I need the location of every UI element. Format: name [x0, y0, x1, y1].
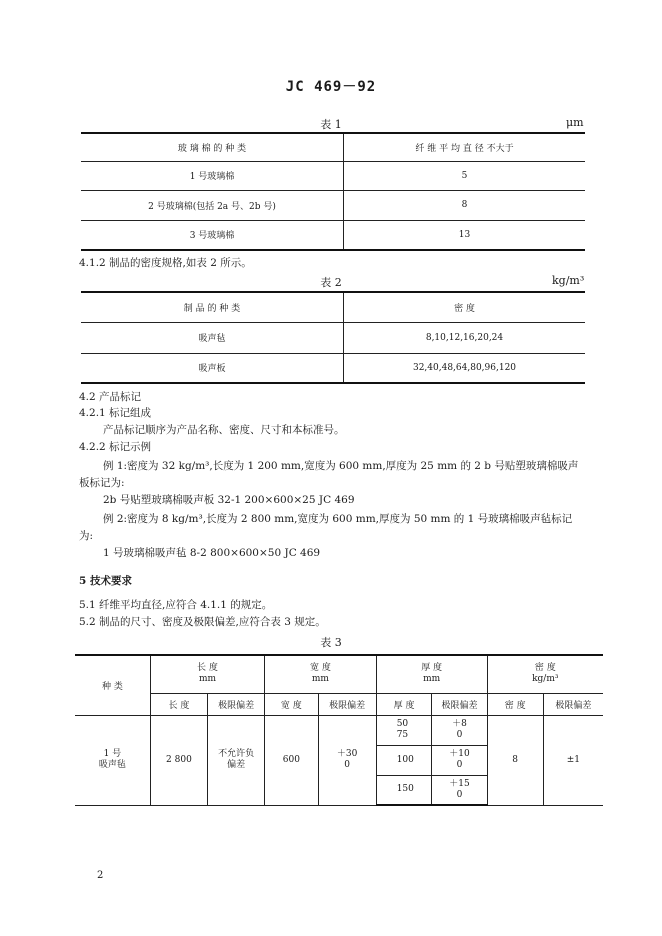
table1-unit: μm [566, 116, 584, 129]
table1 [81, 132, 585, 251]
table1-cell: 5 [344, 161, 586, 190]
table3-head-density [487, 655, 603, 693]
table3-width-dev-line: 0 [344, 760, 350, 770]
table3-width-dev-cell [318, 715, 376, 805]
section-4-2-1-heading: 4.2.1 标记组成 [79, 407, 152, 419]
table3-thickness-dev-cell [432, 745, 487, 775]
table3-type-cell [75, 715, 150, 805]
table1-cell: 3 号玻璃棉 [81, 220, 344, 250]
table2-cell: 32,40,48,64,80,96,120 [344, 353, 586, 383]
table1-cell: 13 [344, 220, 586, 250]
table2-unit: kg/m³ [552, 274, 585, 287]
table2-cell: 吸声板 [81, 353, 344, 383]
table2-cell: 吸声毡 [81, 322, 344, 353]
example1-mark: 2b 号贴塑玻璃棉吸声板 32-1 200×600×25 JC 469 [103, 494, 355, 506]
table2-head-type: 制 品 的 种 类 [81, 292, 344, 322]
table2-cell: 8,10,12,16,20,24 [344, 322, 586, 353]
section-5-1: 5.1 纤维平均直径,应符合 4.1.1 的规定。 [79, 599, 273, 611]
table3-thickness-line: 75 [396, 730, 409, 740]
table3-type-line: 吸声毡 [98, 760, 126, 770]
section-5-2: 5.2 制品的尺寸、密度及极限偏差,应符合表 3 规定。 [79, 616, 326, 628]
table1-head-diameter: 纤 维 平 均 直 径 不大于 [344, 133, 586, 161]
table3-group-name: 厚 度 [421, 663, 443, 674]
table3-type-line: 1 号 [103, 749, 122, 759]
table3-group-unit: mm [198, 674, 217, 685]
table3-length-cell: 2 800 [150, 715, 207, 805]
table3-thickness-cell [376, 745, 432, 775]
table3-group-unit: mm [423, 674, 441, 685]
table3-head-thickness [376, 655, 487, 693]
table1-cell: 2 号玻璃棉(包括 2a 号、2b 号) [81, 190, 344, 220]
table3-length-dev-line: 不允许负 [218, 749, 255, 759]
table1-caption: 表 1 [320, 118, 342, 131]
table3-subhead: 极限偏差 [543, 693, 603, 715]
table3-subhead: 极限偏差 [318, 693, 376, 715]
table3-thickness-dev-line: 0 [456, 730, 463, 740]
example2-mark: 1 号玻璃棉吸声毡 8-2 800×600×50 JC 469 [103, 547, 321, 559]
section-4-2-1-text: 产品标记顺序为产品名称、密度、尺寸和本标准号。 [103, 424, 345, 436]
table3-length-dev-line: 偏差 [227, 760, 246, 770]
table3-thickness-dev-line: 0 [456, 760, 463, 770]
table3-subhead: 厚 度 [376, 693, 432, 715]
page-number: 2 [97, 870, 104, 881]
table3-group-name: 宽 度 [310, 663, 331, 674]
table3-thickness-line: 50 [396, 719, 409, 729]
table3-group-unit: mm [311, 674, 329, 685]
table2-head-density: 密 度 [344, 292, 586, 322]
table3-subhead: 密 度 [487, 693, 543, 715]
table3-subhead: 长 度 [150, 693, 207, 715]
table1-head-type: 玻 璃 棉 的 种 类 [81, 133, 344, 161]
table3-density-dev-cell: ±1 [543, 715, 603, 805]
example1-text-cont: 板标记为: [79, 477, 125, 489]
table2 [81, 291, 585, 384]
table3-length-dev-cell [208, 715, 265, 805]
standard-number: JC 469－92 [285, 79, 377, 95]
table3-head-width [265, 655, 377, 693]
table3-thickness-dev-cell [432, 775, 487, 805]
table3-thickness-line: 100 [396, 754, 414, 765]
table3-group-name: 密 度 [534, 663, 556, 674]
table3-head-type: 种 类 [75, 655, 150, 715]
section-4-2-2-heading: 4.2.2 标记示例 [79, 441, 152, 453]
table2-caption: 表 2 [320, 276, 342, 289]
table3-head-length [150, 655, 264, 693]
table3-density-cell: 8 [487, 715, 543, 805]
table3-thickness-dev-cell [432, 715, 487, 745]
section-4-1-2: 4.1.2 制品的密度规格,如表 2 所示。 [79, 257, 252, 269]
table3-subhead: 宽 度 [265, 693, 318, 715]
table3-thickness-dev-line: 0 [456, 789, 463, 800]
example2-text-cont: 为: [79, 530, 94, 542]
section-4-2-heading: 4.2 产品标记 [79, 391, 142, 403]
table3-width-dev-line: ＋30 [336, 749, 358, 759]
table3-group-name: 长 度 [197, 663, 218, 674]
table3 [75, 654, 603, 806]
table3-thickness-cell [376, 715, 432, 745]
table3-thickness-dev-line: ＋8 [452, 719, 467, 729]
example1-text: 例 1:密度为 32 kg/m³,长度为 1 200 mm,宽度为 600 mm,厚度为 25 mm 的 2 b 号贴塑玻璃棉吸声 [103, 460, 579, 472]
table3-group-unit: kg/m³ [532, 674, 559, 685]
table1-cell: 1 号玻璃棉 [81, 161, 344, 190]
example2-text: 例 2:密度为 8 kg/m³,长度为 2 800 mm,宽度为 600 mm,厚度为 50 mm 的 1 号玻璃棉吸声毡标记 [103, 513, 573, 525]
table3-subhead: 极限偏差 [432, 693, 487, 715]
table3-thickness-dev-line: ＋10 [449, 749, 470, 759]
table1-cell: 8 [344, 190, 586, 220]
section-5-heading: 5 技术要求 [79, 575, 132, 587]
table3-thickness-cell [376, 775, 432, 805]
table3-caption: 表 3 [320, 636, 342, 649]
table3-thickness-dev-line: ＋15 [449, 778, 470, 789]
table3-width-cell: 600 [265, 715, 318, 805]
table3-thickness-line: 150 [396, 784, 414, 795]
table3-subhead: 极限偏差 [208, 693, 265, 715]
